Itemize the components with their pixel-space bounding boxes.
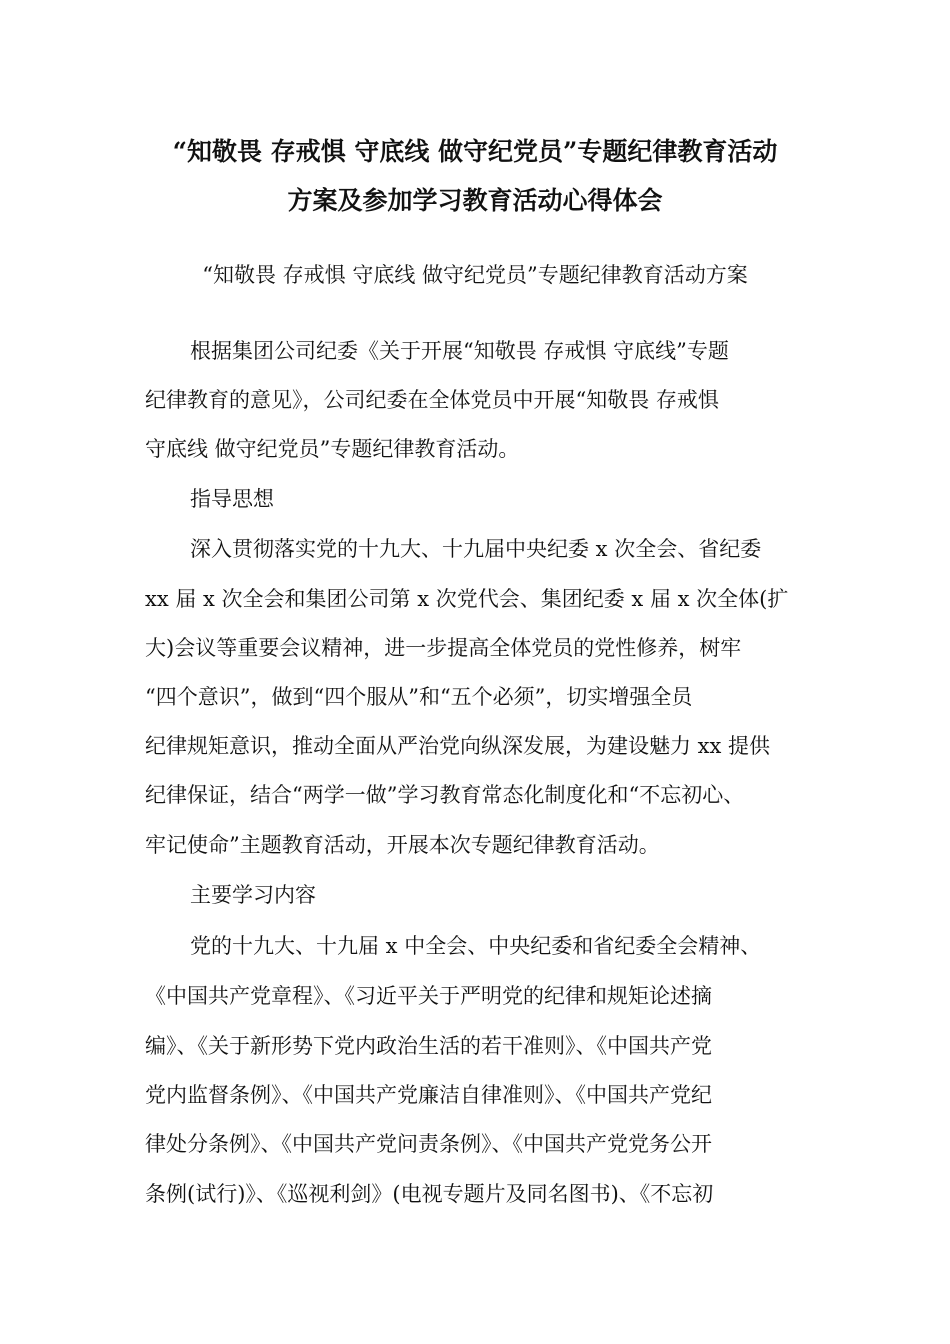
paragraph-line: 纪律保证，结合“两学一做”学习教育常态化制度化和“不忘初心、	[145, 783, 745, 807]
paragraph-line: xx 届 x 次全会和集团公司第 x 次党代会、集团纪委 x 届 x 次全体(扩	[145, 587, 789, 611]
paragraph-line: 牢记使命”主题教育活动，开展本次专题纪律教育活动。	[145, 833, 660, 857]
paragraph-line: 党的十九大、十九届 x 中全会、中央纪委和省纪委全会精神、	[190, 934, 762, 958]
paragraph-line: 根据集团公司纪委《关于开展“知敬畏 存戒惧 守底线”专题	[190, 339, 729, 363]
document-title-line-2: 方案及参加学习教育活动心得体会	[287, 186, 663, 215]
paragraph-line: “四个意识”，做到“四个服从”和“五个必须”，切实增强全员	[145, 685, 693, 709]
document-title-line-1: “知敬畏 存戒惧 守底线 做守纪党员”专题纪律教育活动	[172, 137, 778, 166]
paragraph-line: 纪律规矩意识，推动全面从严治党向纵深发展，为建设魅力 xx 提供	[145, 734, 771, 758]
section-heading-main-study-content: 主要学习内容	[190, 883, 316, 907]
paragraph-line: 律处分条例》、《中国共产党问责条例》、《中国共产党党务公开	[145, 1132, 712, 1156]
section-heading-guiding-ideology: 指导思想	[190, 487, 274, 511]
paragraph-line: 纪律教育的意见》，公司纪委在全体党员中开展“知敬畏 存戒惧	[145, 388, 719, 412]
paragraph-line: 条例(试行)》、《巡视利剑》(电视专题片及同名图书)、《不忘初	[145, 1182, 714, 1206]
paragraph-line: 《中国共产党章程》、《习近平关于严明党的纪律和规矩论述摘	[145, 984, 712, 1008]
paragraph-line: 深入贯彻落实党的十九大、十九届中央纪委 x 次全会、省纪委	[190, 537, 762, 561]
paragraph-line: 守底线 做守纪党员”专题纪律教育活动。	[145, 437, 520, 461]
document-subtitle: “知敬畏 存戒惧 守底线 做守纪党员”专题纪律教育活动方案	[202, 263, 748, 287]
paragraph-line: 大)会议等重要会议精神，进一步提高全体党员的党性修养，树牢	[145, 636, 742, 660]
paragraph-line: 编》、《关于新形势下党内政治生活的若干准则》、《中国共产党	[145, 1034, 712, 1058]
paragraph-line: 党内监督条例》、《中国共产党廉洁自律准则》、《中国共产党纪	[145, 1083, 712, 1107]
